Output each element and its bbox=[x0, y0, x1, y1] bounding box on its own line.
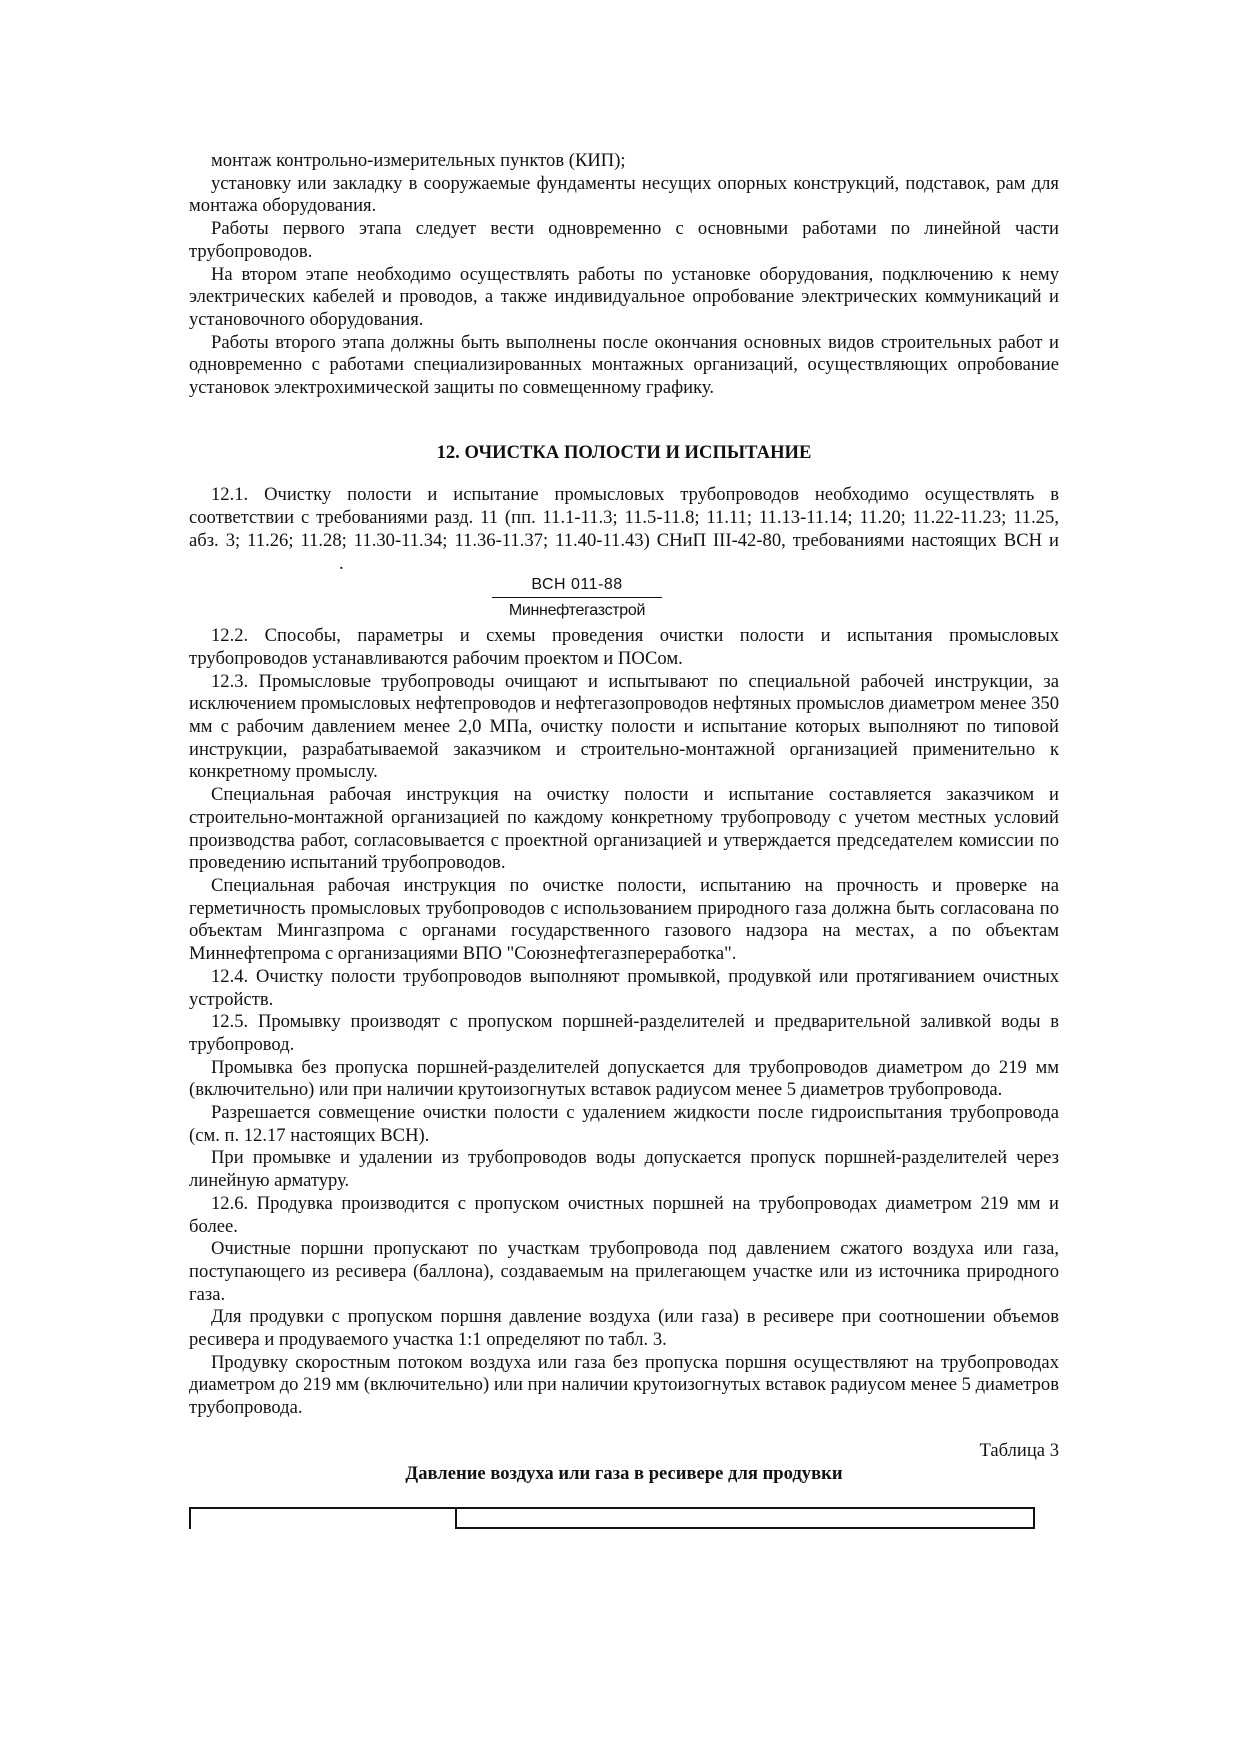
table-header-cell bbox=[457, 1509, 1033, 1529]
paragraph: Продувку скоростным потоком воздуха или газа без пропуска поршня осуществляют на трубопроводах диаметром до 219 мм (включительно) или при наличии крутоизогнутых вставок радиусом менее 5 диаметров трубопровода. bbox=[189, 1351, 1059, 1419]
paragraph: 12.2. Способы, параметры и схемы проведения очистки полости и испытания промысловых трубопроводов устанавливаются рабочим проектом и ПОСом. bbox=[189, 625, 1059, 669]
section-heading: 12. ОЧИСТКА ПОЛОСТИ И ИСПЫТАНИЕ bbox=[436, 441, 812, 463]
paragraph: 12.6. Продувка производится с пропуском очистных поршней на трубопроводах диаметром 219 мм и более. bbox=[189, 1192, 1059, 1237]
fraction-denominator: Миннефтегазстрой bbox=[508, 602, 646, 620]
document-reference-fraction bbox=[492, 575, 662, 621]
paragraph: На втором этапе необходимо осуществлять работы по установке оборудования, подключению к нему электрических кабелей и проводов, а также индивидуальное опробование электрических коммуникаций и установочного оборудования. bbox=[189, 263, 1059, 330]
paragraph: установку или закладку в сооружаемые фундаменты несущих опорных конструкций, подставок, рам для монтажа оборудования. bbox=[189, 172, 1059, 217]
table-title: Давление воздуха или газа в ресивере для продувки bbox=[405, 1462, 843, 1484]
paragraph: Работы первого этапа следует вести одновременно с основными работами по линейной части трубопроводов. bbox=[189, 218, 1059, 262]
paragraph: Очистные поршни пропускают по участкам трубопровода под давлением сжатого воздуха или газа, поступающего из ресивера (баллона), создаваемым на прилегающем участке или из источника природного газа. bbox=[189, 1238, 1059, 1305]
paragraph-12-1-text: 12.1. Очистку полости и испытание промысловых трубопроводов необходимо осуществлять в соответствии с требованиями разд. 11 (пп. 11.1-11.3; 11.5-11.8; 11.11; 11.13-11.14; 11.20; 11.22-11.23; 11.25, абз. 3; 11.26; 11.28; 11.30-11.34; 11.36-11.37; 11.40-11.43) СНиП III-42-80, требованиями настоящих ВСН и bbox=[189, 484, 1059, 551]
document-page bbox=[189, 150, 1059, 1529]
paragraph: Специальная рабочая инструкция на очистку полости и испытание составляется заказчиком и строительно-монтажной организацией по каждому конкретному трубопроводу с учетом местных условий производства работ, согласовывается с проектной организацией и утверждается председателем комиссии по проведению испытаний трубопроводов. bbox=[189, 784, 1059, 874]
paragraph: При промывке и удалении из трубопроводов воды допускается пропуск поршней-разделителей через линейную арматуру. bbox=[189, 1147, 1059, 1192]
paragraph: Работы второго этапа должны быть выполнены после окончания основных видов строительных работ и одновременно с работами специализированных монтажных организаций, осуществляющих опробование установок электрохимической защиты по совмещенному графику. bbox=[189, 331, 1059, 399]
paragraph: Для продувки с пропуском поршня давление воздуха (или газа) в ресивере при соотношении объемов ресивера и продуваемого участка 1:1 определяют по табл. 3. bbox=[189, 1306, 1059, 1351]
paragraph: Специальная рабочая инструкция по очистке полости, испытанию на прочность и проверке на герметичность промысловых трубопроводов с использованием природного газа должна быть согласована по объектам Мингазпрома с органами государственного газового надзора на местах, а по объектам Миннефтепрома с организациями ВПО "Союзнефтегазпереработка". bbox=[189, 874, 1059, 965]
paragraph: монтаж контрольно-измерительных пунктов (КИП); bbox=[211, 150, 626, 171]
paragraph: Разрешается совмещение очистки полости с удалением жидкости после гидроиспытания трубопровода (см. п. 12.17 настоящих ВСН). bbox=[189, 1102, 1059, 1146]
paragraph: 12.5. Промывку производят с пропуском поршней-разделителей и предварительной заливкой воды в трубопровод. bbox=[189, 1011, 1059, 1055]
paragraph-12-1: 12.1. Очистку полости и испытание промысловых трубопроводов необходимо осуществлять в соответствии с требованиями разд. 11 (пп. 11.1-11.3; 11.5-11.8; 11.11; 11.13-11.14; 11.20; 11.22-11.23; 11.25, абз. 3; 11.26; 11.28; 11.30-11.34; 11.36-11.37; 11.40-11.43) СНиП III-42-80, требованиями настоящих ВСН и. bbox=[189, 484, 1059, 574]
table-header-cell bbox=[191, 1509, 457, 1529]
fraction-numerator: ВСН 011-88 bbox=[492, 575, 662, 598]
paragraph: 12.4. Очистку полости трубопроводов выполняют промывкой, продувкой или протягиванием очистных устройств. bbox=[189, 965, 1059, 1010]
paragraph: 12.3. Промысловые трубопроводы очищают и испытывают по специальной рабочей инструкции, за исключением промысловых нефтепроводов и нефтегазопроводов нефтяных промыслов диаметром менее 350 мм с рабочим давлением менее 2,0 МПа, очистку полости и испытание которых выполняют по типовой инструкции, разрабатываемой заказчиком и строительно-монтажной организацией применительно к конкретному промыслу. bbox=[189, 670, 1059, 783]
paragraph: Промывка без пропуска поршней-разделителей допускается для трубопроводов диаметром до 219 мм (включительно) или при наличии крутоизогнутых вставок радиусом менее 5 диаметров трубопровода. bbox=[189, 1056, 1059, 1101]
table-3 bbox=[189, 1507, 1035, 1529]
table-label: Таблица 3 bbox=[979, 1439, 1059, 1461]
